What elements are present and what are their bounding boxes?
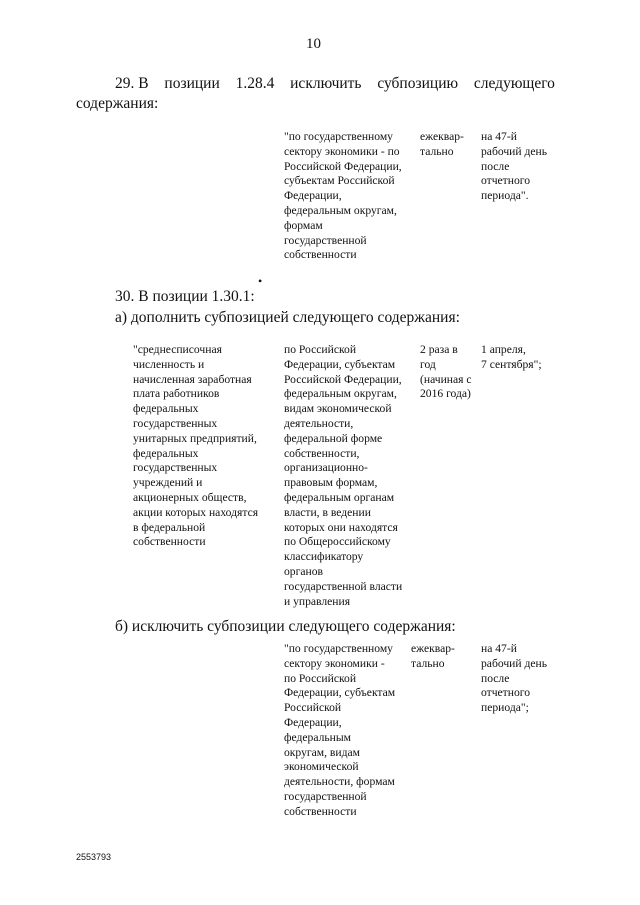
cell-line: Российской Федерации, xyxy=(284,159,402,173)
cell-line: округам, видам xyxy=(284,745,360,759)
cell-line: федеральным органам xyxy=(284,490,395,504)
cell-line: ежеквар- xyxy=(411,642,455,655)
document-id: 2553793 xyxy=(76,852,112,862)
cell-line: в федеральной xyxy=(133,520,206,534)
cell-line: отчетного xyxy=(481,174,531,188)
cell-line: федеральным округам, xyxy=(284,203,397,217)
cell-line: федеральной форме xyxy=(284,431,383,445)
page-number: 10 xyxy=(306,36,321,52)
cell-line: федеральным xyxy=(284,730,351,744)
item-30a-col-breakdown xyxy=(284,343,402,609)
cell-line: сектору экономики - по xyxy=(284,144,400,158)
cell-line: рабочий день xyxy=(481,144,548,158)
cell-line: Российской Федерации, xyxy=(284,372,402,386)
item-29-col-frequency xyxy=(420,130,464,160)
cell-line: акции которых находятся xyxy=(133,505,259,519)
cell-line: собственности xyxy=(133,535,206,549)
cell-line: органов xyxy=(284,564,323,578)
item-30b-col-frequency xyxy=(411,642,455,672)
cell-line: ежеквар- xyxy=(420,130,464,143)
cell-line: сектору экономики - xyxy=(284,656,385,670)
cell-line: по Российской xyxy=(284,343,357,356)
cell-line: федеральных xyxy=(133,446,199,460)
cell-line: рабочий день xyxy=(481,656,548,670)
cell-line: Федерации, xyxy=(284,715,342,729)
cell-line: которых они находятся xyxy=(284,520,398,534)
cell-line: (начиная с xyxy=(420,372,472,386)
cell-line: организационно- xyxy=(284,461,368,475)
cell-line: федеральных xyxy=(133,402,199,416)
cell-line: по Российской xyxy=(284,671,357,685)
item-30b-col-deadline xyxy=(481,642,547,716)
item-30-b-heading: б) исключить субпозиции следующего содержания: xyxy=(115,618,456,635)
cell-line: собственности xyxy=(284,804,357,818)
cell-line: государственной xyxy=(284,789,367,803)
item-30a-col-indicator xyxy=(133,343,258,550)
cell-line: начисленная заработная xyxy=(133,372,252,386)
cell-line: акционерных обществ, xyxy=(133,490,247,504)
item-30a-col-deadline xyxy=(481,343,542,373)
item-29-line-2: содержания: xyxy=(76,95,159,112)
item-29-col-subject xyxy=(284,130,402,263)
item-29-word: следующего xyxy=(473,75,555,92)
cell-line: отчетного xyxy=(481,686,531,700)
cell-line: год xyxy=(420,357,436,371)
cell-line: унитарных предприятий, xyxy=(133,431,257,445)
cell-line: учреждений и xyxy=(133,476,203,490)
cell-line: государственных xyxy=(133,461,218,475)
cell-line: государственных xyxy=(133,416,218,430)
cell-line: федеральным округам, xyxy=(284,387,397,401)
cell-line: "по государственному xyxy=(284,642,393,655)
cell-line: по Общероссийскому xyxy=(284,535,391,549)
cell-line: Российской xyxy=(284,701,342,715)
item-29-word: субпозицию xyxy=(377,75,459,92)
cell-line: деятельности, формам xyxy=(284,775,395,789)
cell-line: государственной xyxy=(284,233,367,247)
cell-line: экономической xyxy=(284,760,359,774)
cell-line: Федерации, субъектам xyxy=(284,357,396,371)
cell-line: 1 апреля, xyxy=(481,343,526,356)
item-30-a-heading: а) дополнить субпозицией следующего содержания: xyxy=(115,309,460,326)
cell-line: Федерации, субъектам xyxy=(284,686,396,700)
cell-line: 7 сентября"; xyxy=(481,357,542,371)
cell-line: видам экономической xyxy=(284,402,392,416)
item-29-word: 1.28.4 xyxy=(235,75,275,92)
cell-line: формам xyxy=(284,218,323,232)
cell-line: собственности xyxy=(284,248,357,262)
cell-line: периода". xyxy=(481,189,529,203)
cell-line: Федерации, xyxy=(284,189,342,203)
cell-line: тально xyxy=(411,656,445,670)
cell-line: классификатору xyxy=(284,550,364,564)
item-29-word: исключить xyxy=(290,75,362,92)
cell-line: "по государственному xyxy=(284,130,393,143)
cell-line: субъектам Российской xyxy=(284,174,395,188)
cell-line: власти, в ведении xyxy=(284,505,371,519)
cell-line: и управления xyxy=(284,594,351,608)
cell-line: 2 раза в xyxy=(420,343,458,356)
item-30a-col-frequency xyxy=(420,343,472,402)
stray-dot: • xyxy=(258,274,263,288)
cell-line: собственности, xyxy=(284,446,360,460)
item-29-col-deadline xyxy=(481,130,547,204)
cell-line: периода"; xyxy=(481,701,529,715)
cell-line: государственной власти xyxy=(284,579,403,593)
cell-line: деятельности, xyxy=(284,416,354,430)
item-29-line-1 xyxy=(115,74,555,94)
cell-line: на 47-й xyxy=(481,642,517,655)
cell-line: 2016 года) xyxy=(420,387,471,401)
item-30b-col-subject xyxy=(284,642,395,820)
item-30-heading: 30. В позиции 1.30.1: xyxy=(115,288,255,305)
cell-line: численность и xyxy=(133,357,205,371)
item-29-word: 29. В xyxy=(115,75,149,92)
cell-line: на 47-й xyxy=(481,130,517,143)
cell-line: после xyxy=(481,159,510,173)
cell-line: после xyxy=(481,671,510,685)
cell-line: правовым формам, xyxy=(284,476,378,490)
cell-line: плата работников xyxy=(133,387,220,401)
cell-line: тально xyxy=(420,144,454,158)
item-29-word: позиции xyxy=(164,75,220,92)
cell-line: "среднесписочная xyxy=(133,343,222,356)
